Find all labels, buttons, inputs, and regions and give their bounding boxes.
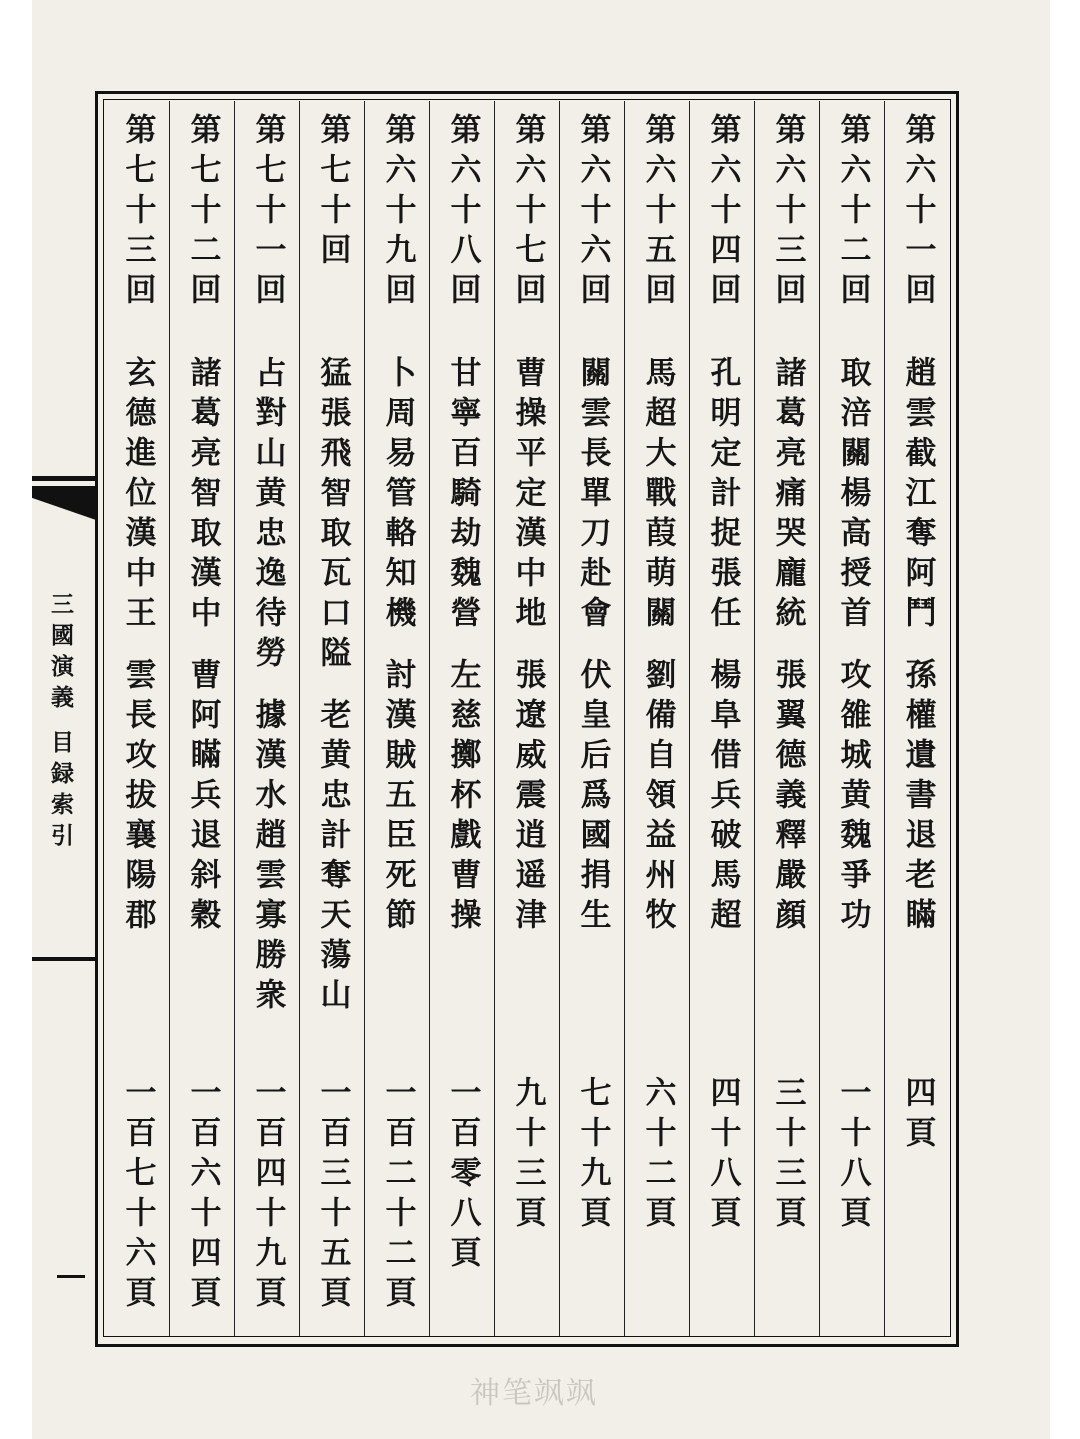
page-number: 一百六十四頁 [184, 1076, 221, 1316]
chapter-column [494, 101, 559, 1336]
chapter-title-second-line: 張翼德義釋嚴顔 [769, 658, 806, 938]
chapter-number: 第六十四回 [704, 113, 741, 313]
chapter-title-second-line: 老黄忠計奪天蕩山 [314, 698, 351, 1018]
chapter-number: 第六十六回 [574, 113, 611, 313]
chapter-title-second-line: 孫權遺書退老瞞 [899, 658, 936, 938]
page-number: 一百三十五頁 [314, 1076, 351, 1316]
chapter-column [884, 101, 949, 1336]
chapter-column [689, 101, 754, 1336]
page-number: 九十三頁 [509, 1076, 546, 1236]
chapter-title-first-line: 馬超大戰葭萌關 [639, 356, 676, 636]
chapter-number: 第六十九回 [379, 113, 416, 313]
page-number: 六十二頁 [639, 1076, 676, 1236]
chapter-number: 第六十一回 [899, 113, 936, 313]
chapter-column [624, 101, 689, 1336]
chapter-number: 第六十七回 [509, 113, 546, 313]
chapter-column [559, 101, 624, 1336]
chapter-title-second-line: 討漢賊五臣死節 [379, 658, 416, 938]
page-number: 一百二十二頁 [379, 1076, 416, 1316]
spine-rule-top [32, 476, 96, 481]
chapter-number: 第六十五回 [639, 113, 676, 313]
chapter-title-second-line: 曹阿瞞兵退斜穀 [184, 658, 221, 938]
chapter-title [704, 356, 741, 938]
chapter-number: 第七十二回 [184, 113, 221, 313]
chapter-title-first-line: 曹操平定漢中地 [509, 356, 546, 636]
chapter-column [169, 101, 234, 1336]
chapter-title-second-line: 左慈擲杯戲曹操 [444, 658, 481, 938]
chapter-title-second-line: 攻雒城黄魏爭功 [834, 658, 871, 938]
chapter-number: 第六十三回 [769, 113, 806, 313]
chapter-title [834, 356, 871, 938]
chapter-number: 第七十回 [314, 113, 351, 273]
chapter-number: 第七十一回 [249, 113, 286, 313]
chapter-title-first-line: 甘寧百騎劫魏營 [444, 356, 481, 636]
chapter-column [429, 101, 494, 1336]
chapter-title-first-line: 諸葛亮智取漢中 [184, 356, 221, 636]
page-number: 一百零八頁 [444, 1076, 481, 1276]
chapter-title [444, 356, 481, 938]
chapter-title-first-line: 孔明定計捉張任 [704, 356, 741, 636]
chapter-title-first-line: 諸葛亮痛哭龐統 [769, 356, 806, 636]
page-number: 一百四十九頁 [249, 1076, 286, 1316]
chapter-title-second-line: 楊阜借兵破馬超 [704, 658, 741, 938]
chapter-title-first-line: 卜周易管輅知機 [379, 356, 416, 636]
chapter-title [119, 356, 156, 938]
chapter-title-first-line: 猛張飛智取瓦口隘 [314, 356, 351, 676]
chapter-title [314, 356, 351, 1018]
chapter-title [249, 356, 286, 1018]
page-number: 四十八頁 [704, 1076, 741, 1236]
chapter-title-second-line: 雲長攻拔襄陽郡 [119, 658, 156, 938]
chapter-column [819, 101, 884, 1336]
page-number: 一百七十六頁 [119, 1076, 156, 1316]
chapter-title-second-line: 伏皇后爲國捐生 [574, 658, 611, 938]
chapter-title [509, 356, 546, 938]
chapter-title-second-line: 劉備自領益州牧 [639, 658, 676, 938]
chapter-column [364, 101, 429, 1336]
chapter-title [379, 356, 416, 938]
folio-number [53, 1262, 87, 1290]
watermark: 神笔飒飒 [470, 1376, 598, 1411]
chapter-column [299, 101, 364, 1336]
spine-rule-bottom [32, 957, 96, 961]
chapter-column [754, 101, 819, 1336]
chapter-title-first-line: 占對山黄忠逸待勞 [249, 356, 286, 676]
chapter-title [184, 356, 221, 938]
chapter-title [639, 356, 676, 938]
chapter-title-first-line: 取涪關楊高授首 [834, 356, 871, 636]
chapter-title [769, 356, 806, 938]
page-number: 一十八頁 [834, 1076, 871, 1236]
spine-book-title: 三國演義 [47, 592, 74, 716]
spine-section-title: 目録索引 [47, 730, 74, 854]
chapter-number: 第六十二回 [834, 113, 871, 313]
chapter-title-second-line: 張遼威震逍遥津 [509, 658, 546, 938]
page-number: 四頁 [899, 1076, 936, 1156]
chapter-column [105, 101, 169, 1336]
chapter-title [899, 356, 936, 938]
chapter-title-second-line: 據漢水趙雲寡勝衆 [249, 698, 286, 1018]
chapter-number: 第七十三回 [119, 113, 156, 313]
contents-table [105, 101, 949, 1336]
chapter-number: 第六十八回 [444, 113, 481, 313]
chapter-title-first-line: 玄德進位漢中王 [119, 356, 156, 636]
spine-label [49, 592, 72, 854]
chapter-title-first-line: 關雲長單刀赴會 [574, 356, 611, 636]
page-number: 三十三頁 [769, 1076, 806, 1236]
chapter-column [234, 101, 299, 1336]
page-number: 七十九頁 [574, 1076, 611, 1236]
chapter-title-first-line: 趙雲截江奪阿鬥 [899, 356, 936, 636]
chapter-title [574, 356, 611, 938]
